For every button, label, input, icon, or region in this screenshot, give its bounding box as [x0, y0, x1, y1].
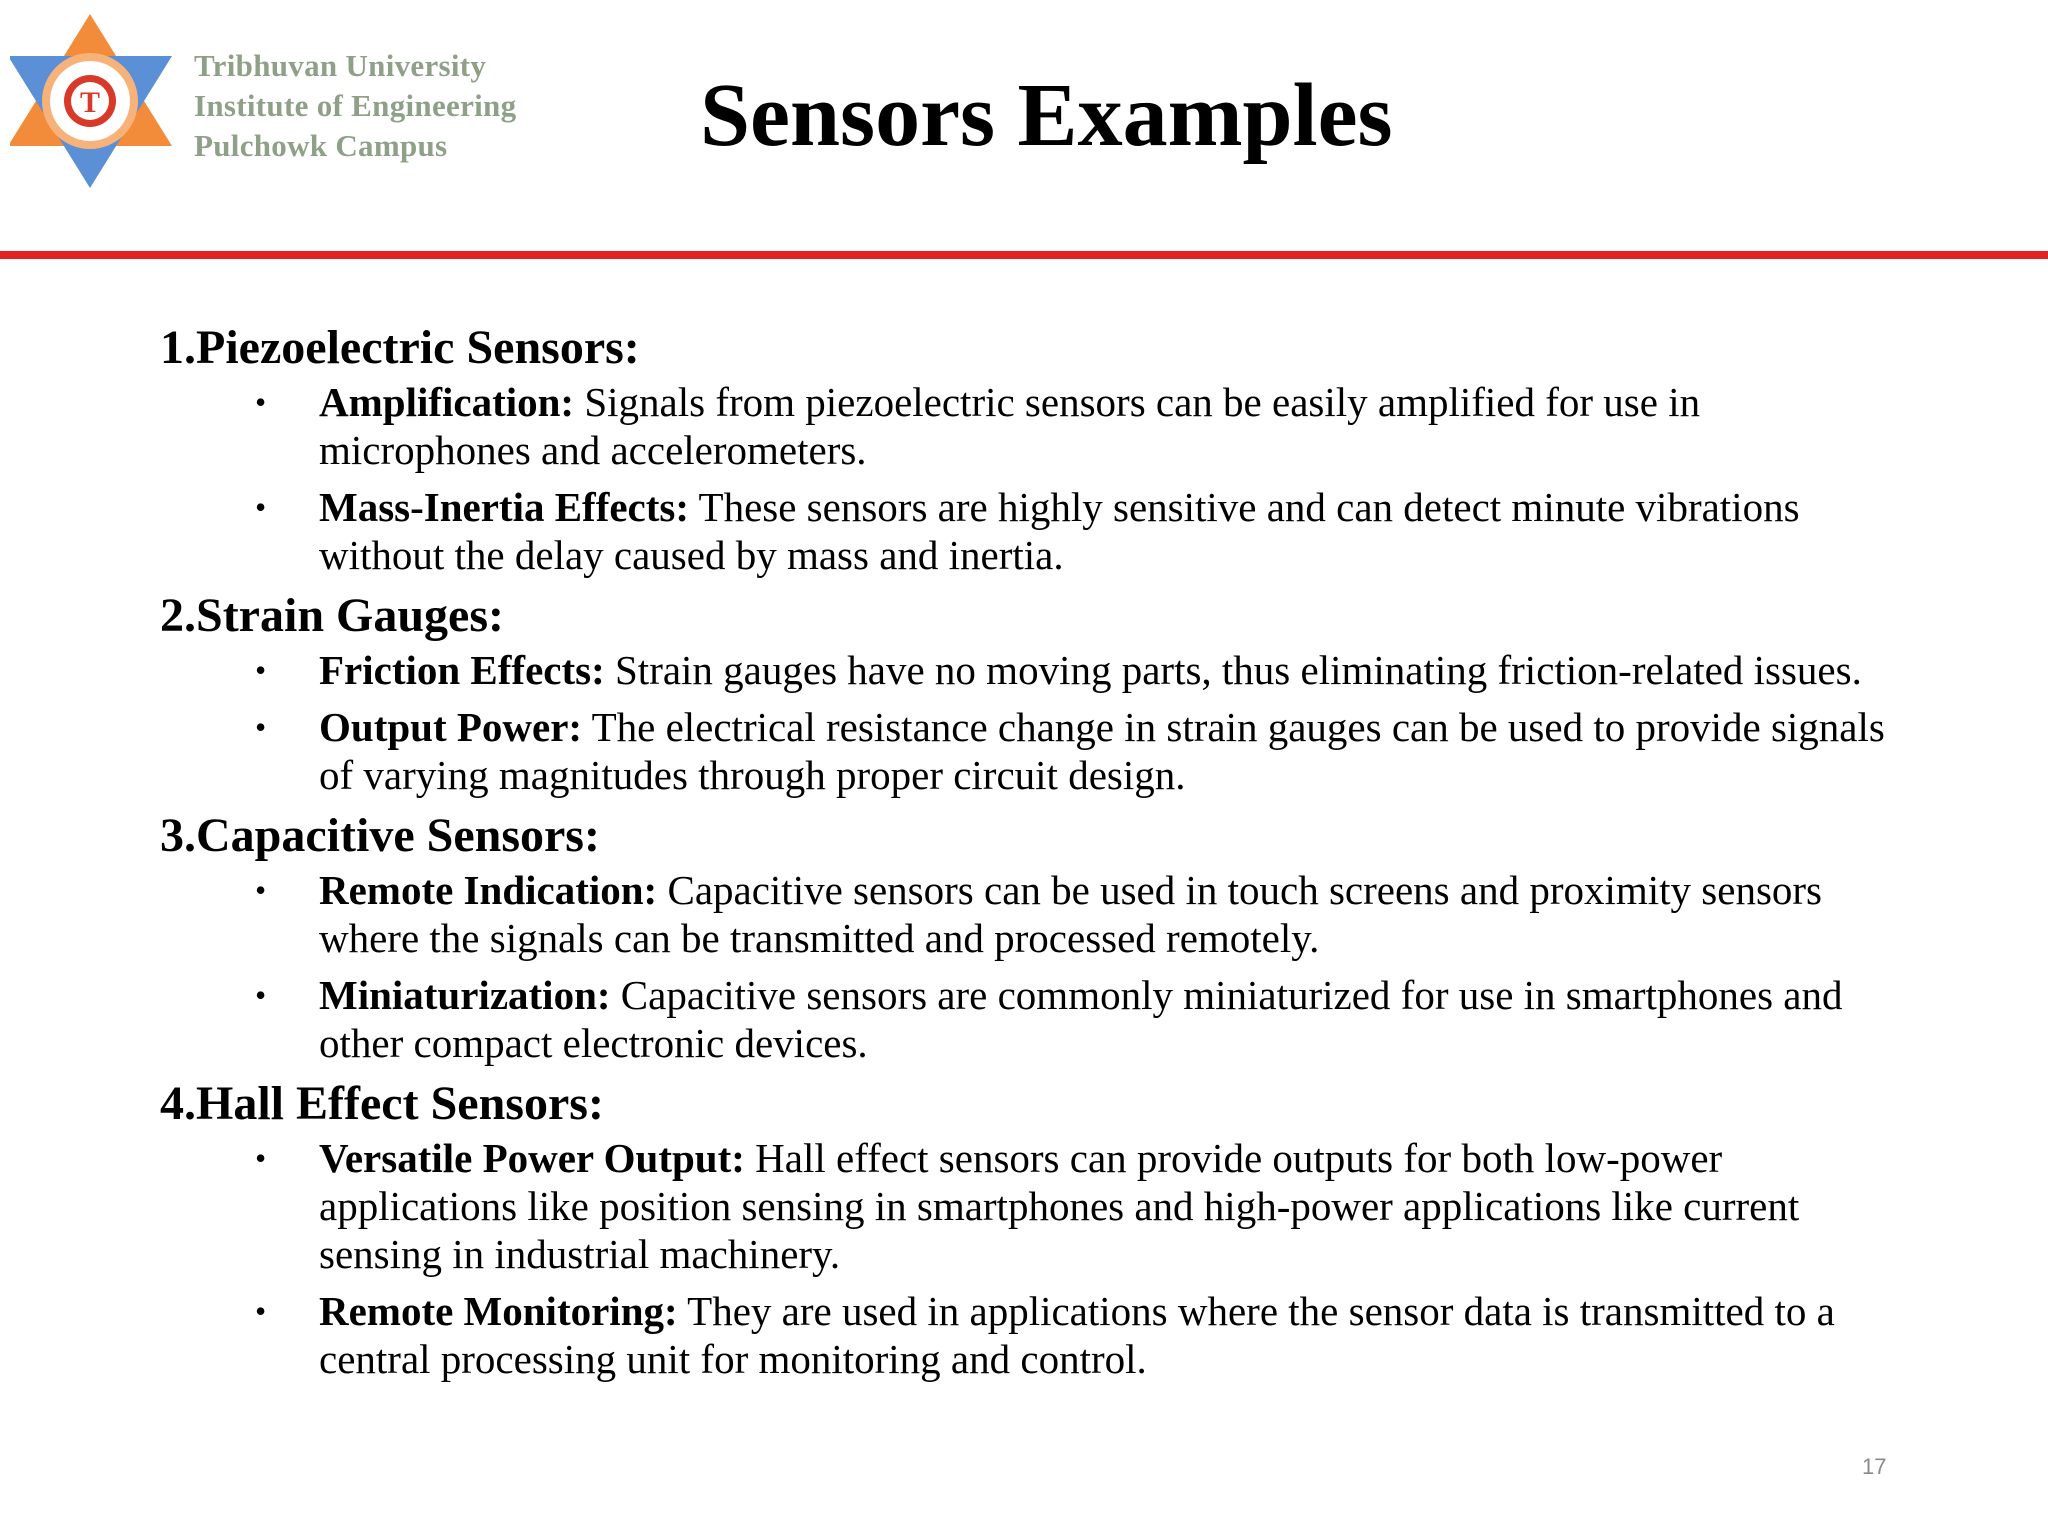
item-text: They are used in applications where the sensor data is transmitted to a central processing unit for monitoring and control.	[319, 1288, 1835, 1382]
item-text: Signals from piezoelectric sensors can be easily amplified for use in microphones and accelerometers.	[319, 379, 1701, 473]
bullet-icon: •	[255, 709, 267, 745]
item-text: These sensors are highly sensitive and can detect minute vibrations without the delay caused by mass and inertia.	[319, 484, 1800, 578]
section	[160, 588, 1920, 799]
section	[160, 320, 1920, 579]
item-term: Remote Monitoring:	[319, 1288, 678, 1334]
logo-text	[194, 46, 516, 166]
bullet-icon: •	[255, 1293, 267, 1329]
bullet-list	[160, 1134, 1920, 1383]
university-logo	[10, 8, 610, 198]
bullet-icon: •	[255, 652, 267, 688]
list-item	[160, 1287, 1920, 1383]
item-term: Mass-Inertia Effects:	[319, 484, 690, 530]
list-item	[160, 866, 1920, 962]
logo-line-3: Pulchowk Campus	[194, 128, 448, 163]
section	[160, 1076, 1920, 1383]
item-text: The electrical resistance change in strain gauges can be used to provide signals of varying magnitudes through proper circuit design.	[319, 704, 1885, 798]
item-term: Versatile Power Output:	[319, 1135, 745, 1181]
item-term: Friction Effects:	[319, 647, 605, 693]
section-heading: 3.Capacitive Sensors:	[160, 809, 600, 862]
slide-content	[160, 320, 1920, 1392]
bullet-icon: •	[255, 1140, 267, 1176]
bullet-list	[160, 378, 1920, 579]
item-text: Hall effect sensors can provide outputs for both low-power applications like position sensing in smartphones and high-power applications like current sensing in industrial machinery.	[319, 1135, 1800, 1277]
section	[160, 808, 1920, 1067]
item-term: Miniaturization:	[319, 972, 611, 1018]
section-heading: 2.Strain Gauges:	[160, 589, 505, 642]
bullet-icon: •	[255, 977, 267, 1013]
list-item	[160, 971, 1920, 1067]
item-term: Output Power:	[319, 704, 583, 750]
slide-title: Sensors Examples	[700, 66, 1393, 165]
list-item	[160, 483, 1920, 579]
item-term: Amplification:	[319, 379, 575, 425]
bullet-icon: •	[255, 872, 267, 908]
header-divider	[0, 251, 2048, 259]
list-item	[160, 703, 1920, 799]
section-heading: 1.Piezoelectric Sensors:	[160, 321, 640, 374]
list-item	[160, 646, 1920, 694]
bullet-list	[160, 866, 1920, 1067]
item-term: Remote Indication:	[319, 867, 658, 913]
bullet-icon: •	[255, 489, 267, 525]
list-item	[160, 1134, 1920, 1278]
emblem-letter: T	[79, 86, 101, 119]
bullet-list	[160, 646, 1920, 799]
item-text: Capacitive sensors are commonly miniaturized for use in smartphones and other compact electronic devices.	[319, 972, 1843, 1066]
item-text: Strain gauges have no moving parts, thus eliminating friction-related issues.	[604, 647, 1862, 693]
page-number: 17	[1862, 1454, 1887, 1479]
section-heading: 4.Hall Effect Sensors:	[160, 1077, 604, 1130]
logo-line-2: Institute of Engineering	[194, 88, 517, 123]
bullet-icon: •	[255, 384, 267, 420]
item-text: Capacitive sensors can be used in touch screens and proximity sensors where the signals can be transmitted and processed remotely.	[319, 867, 1823, 961]
university-emblem-icon	[10, 8, 185, 193]
logo-line-1: Tribhuvan University	[194, 48, 487, 83]
list-item	[160, 378, 1920, 474]
